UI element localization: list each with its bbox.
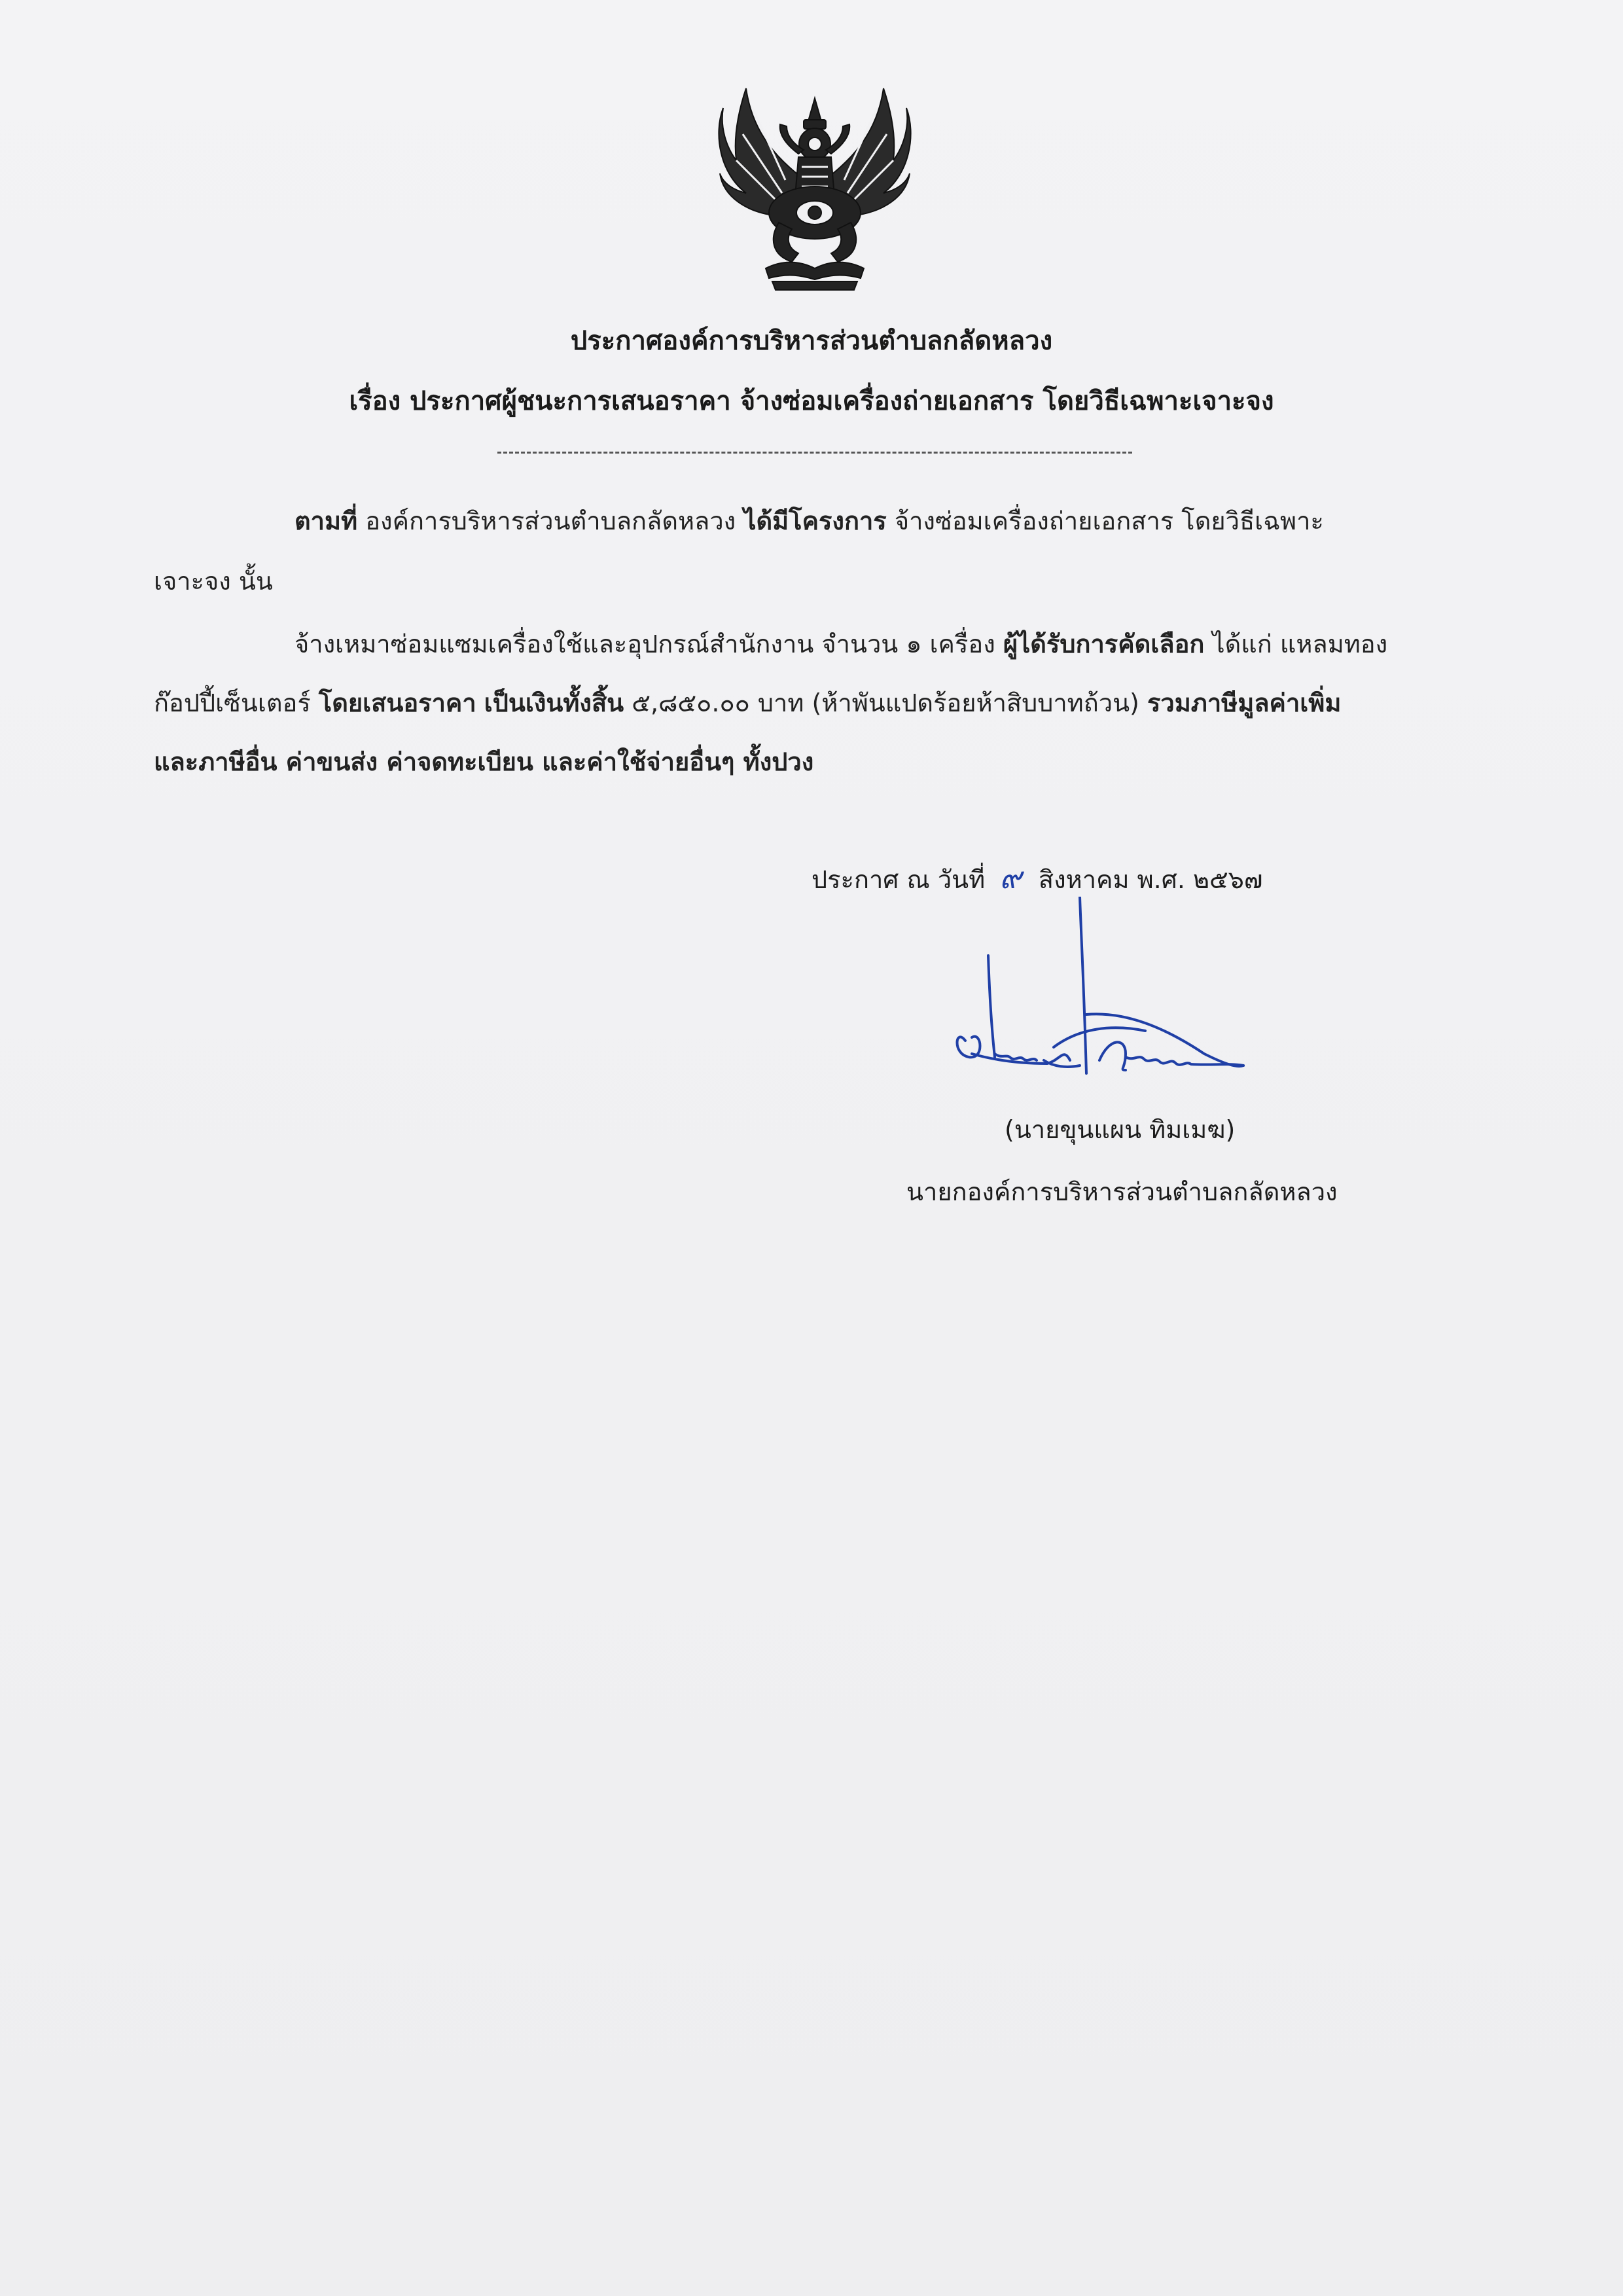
announcement-date xyxy=(812,854,1262,902)
p2-amount: ๕,๘๕๐.๐๐ บาท (ห้าพันแปดร้อยห้าสิบบาทถ้วน) xyxy=(632,689,1139,717)
handwritten-signature xyxy=(929,897,1335,1113)
p2-total-label: เป็นเงินทั้งสิ้น xyxy=(484,689,624,717)
p1-org: องค์การบริหารส่วนตำบลกลัดหลวง xyxy=(365,507,736,535)
date-prefix: ประกาศ ณ วันที่ xyxy=(812,865,986,894)
date-day: ๙ xyxy=(999,860,1022,895)
paragraph-2-line-1 xyxy=(294,624,1387,664)
p2-offer-label: โดยเสนอราคา xyxy=(318,689,476,717)
subject-rest: จ้างซ่อมเครื่องถ่ายเอกสาร โดยวิธีเฉพาะเจาะจง xyxy=(740,386,1274,416)
p1-project-name: จ้างซ่อมเครื่องถ่ายเอกสาร โดยวิธีเฉพาะ xyxy=(894,507,1324,535)
paragraph-2-line-3 xyxy=(154,742,813,781)
date-month-year: สิงหาคม พ.ศ. ๒๕๖๗ xyxy=(1038,865,1263,894)
garuda-emblem-icon xyxy=(707,82,923,298)
title-divider xyxy=(497,452,1132,454)
subject-prefix: เรื่อง ประกาศผู้ชนะการเสนอราคา xyxy=(349,386,731,416)
p2-conditions: และภาษีอื่น ค่าขนส่ง ค่าจดทะเบียน และค่าใช้จ่ายอื่นๆ ทั้งปวง xyxy=(154,747,814,776)
signer-name: (นายขุนแผน ทิมเมฆ) xyxy=(1005,1115,1236,1144)
org-title: ประกาศองค์การบริหารส่วนตำบลกลัดหลวง xyxy=(570,326,1053,356)
p2-vat-label: รวมภาษีมูลค่าเพิ่ม xyxy=(1147,689,1342,717)
paragraph-1-line-1 xyxy=(294,501,1324,541)
p1-project-label: ได้มีโครงการ xyxy=(743,507,887,535)
p2-item: จ้างเหมาซ่อมแซมเครื่องใช้และอุปกรณ์สำนักงาน จำนวน ๑ เครื่อง xyxy=(294,630,995,658)
p2-winner-name-cont: ก๊อปปี้เซ็นเตอร์ xyxy=(154,689,311,717)
p2-winner-name: ได้แก่ แหลมทอง xyxy=(1212,630,1388,658)
signer-title: นายกองค์การบริหารส่วนตำบลกลัดหลวง xyxy=(906,1177,1338,1206)
paragraph-2-line-2 xyxy=(154,683,1341,723)
subject-line xyxy=(0,380,1623,422)
p2-winner-label: ผู้ได้รับการคัดเลือก xyxy=(1003,630,1205,658)
p1-lead: ตามที่ xyxy=(294,507,358,535)
paragraph-1-line-2: เจาะจง นั้น xyxy=(154,567,273,596)
